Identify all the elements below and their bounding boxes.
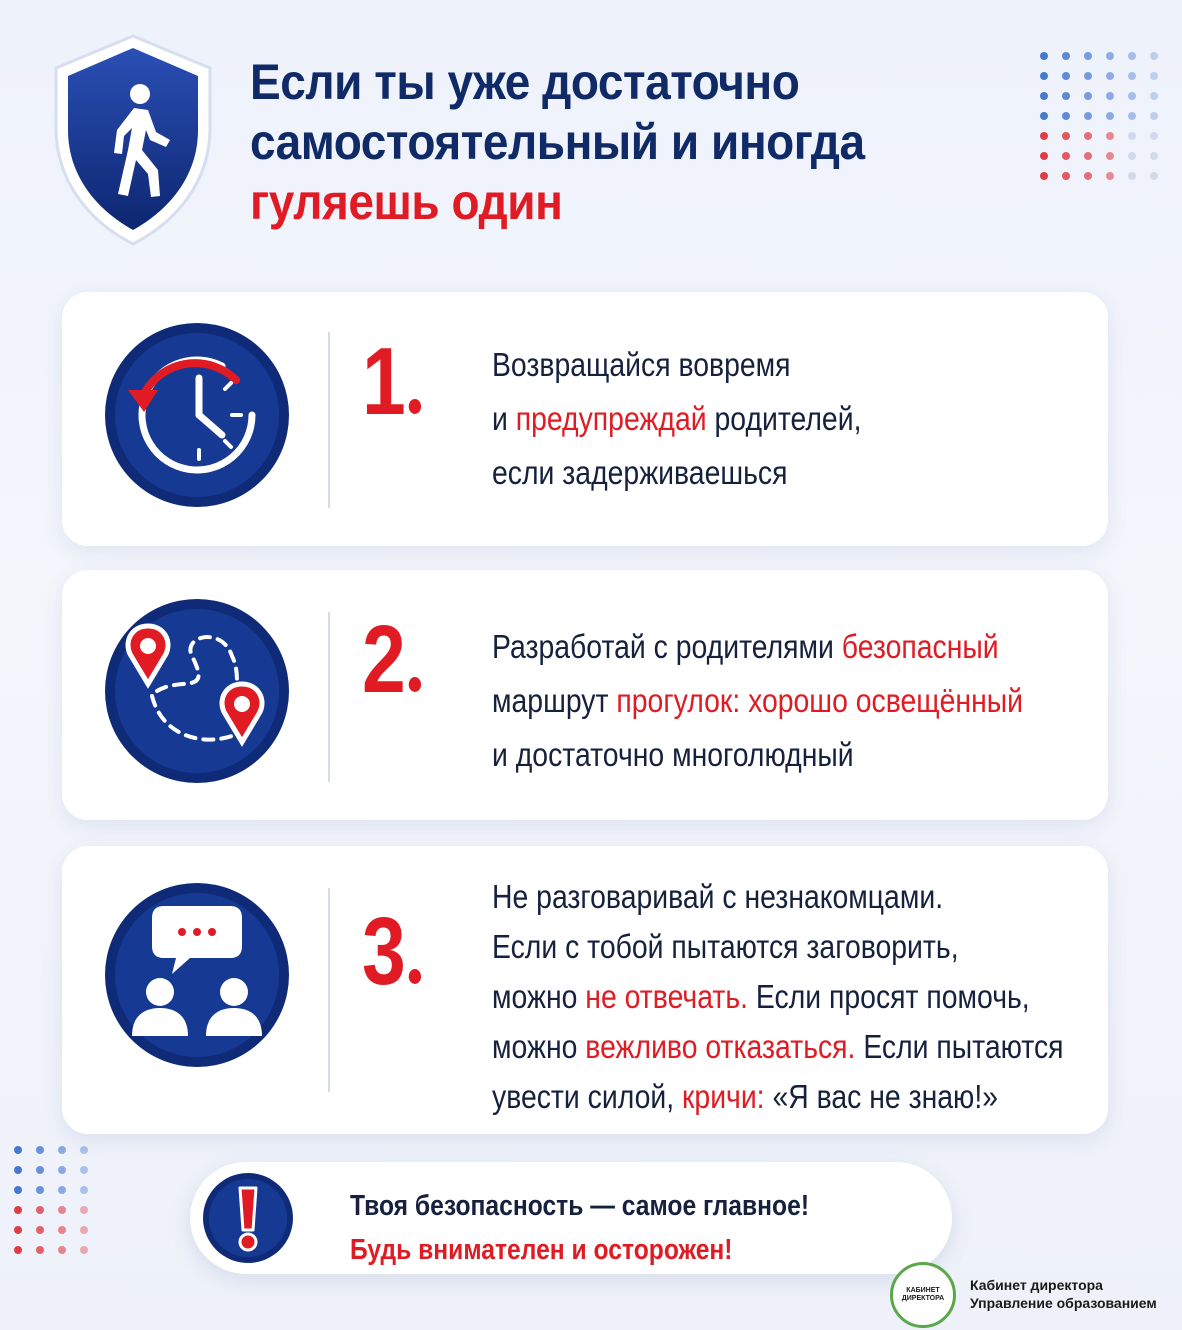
decor-dot [80,1226,88,1234]
decor-dot [1062,52,1070,60]
decor-dot [1150,112,1158,120]
decor-dot [14,1226,22,1234]
tip-line [492,1022,1064,1072]
step-number-3: 3 [362,904,421,1000]
decor-dot [1040,72,1048,80]
decor-dot [36,1226,44,1234]
decor-dot [1040,132,1048,140]
decor-dot [14,1246,22,1254]
decor-dot [14,1186,22,1194]
tip-text-3 [492,872,1064,1122]
tip-line [492,338,861,392]
step-number-1: 1 [362,334,421,430]
decor-dot [1062,92,1070,100]
tip-line [492,872,1064,922]
decor-dot [1150,92,1158,100]
divider [328,332,330,508]
decor-dot [1040,172,1048,180]
tip-line [492,620,1023,674]
footer-caption [970,1276,1157,1312]
decor-dot [1084,152,1092,160]
safety-banner [190,1162,952,1274]
decor-dot [1106,172,1114,180]
tip-line [492,728,1023,782]
exclamation-icon [202,1172,294,1264]
tip-text-segment: «Я вас не знаю!» [764,1078,999,1115]
banner-text [350,1184,809,1272]
decor-dot [1062,172,1070,180]
decor-dot [1128,112,1136,120]
tip-line [492,674,1023,728]
map-route-icon [102,596,292,786]
step-number-2: 2 [362,612,421,708]
decor-dot [1128,172,1136,180]
decor-dot [1040,52,1048,60]
decor-dot [58,1186,66,1194]
divider [328,612,330,782]
decor-dot [1040,112,1048,120]
decor-dot [1084,92,1092,100]
tip-text-segment: Возвращайся вовремя [492,346,791,383]
page-title [250,52,912,232]
tip-text-segment: и [492,400,516,437]
decor-dot [80,1186,88,1194]
tip-text-segment: Если просят помочь, [748,978,1030,1015]
decorative-dots-top-right [1040,52,1150,197]
tip-text-segment: родителей, [706,400,862,437]
decor-dot [1084,172,1092,180]
decor-dot [1106,132,1114,140]
tip-text-segment: увести силой, [492,1078,682,1115]
decor-dot [1084,132,1092,140]
decor-dot [58,1226,66,1234]
tip-card-2 [62,570,1108,820]
tip-text-segment: маршрут [492,682,609,719]
tip-line [492,922,1064,972]
decor-dot [1106,72,1114,80]
footer-line-1: Кабинет директора [970,1277,1103,1293]
decor-dot [1150,132,1158,140]
decor-dot [58,1206,66,1214]
tip-line [492,972,1064,1022]
tip-line [492,446,861,500]
decor-dot [1062,112,1070,120]
logo [890,1262,956,1328]
decor-dot [1150,172,1158,180]
decor-dot [36,1146,44,1154]
decor-dot [36,1246,44,1254]
decor-dot [1128,92,1136,100]
decor-dot [1150,72,1158,80]
decorative-dots-bottom-left [14,1146,104,1271]
decor-dot [36,1166,44,1174]
people-chat-icon [102,880,292,1070]
tip-card-3 [62,846,1108,1134]
decor-dot [1150,52,1158,60]
decor-dot [14,1146,22,1154]
decor-dot [1128,152,1136,160]
decor-dot [1062,132,1070,140]
decor-dot [1040,92,1048,100]
tip-text-2 [492,620,1023,782]
decor-dot [80,1206,88,1214]
tip-text-segment: можно [492,978,586,1015]
tip-text-segment: можно [492,1028,586,1065]
title-line-1: Если ты уже достаточно [250,54,800,110]
highlight-text: прогулок: хорошо освещённый [608,682,1023,719]
highlight-text: вежливо отказаться. [585,1028,856,1065]
highlight-text: предупреждай [515,400,707,437]
tip-line [492,1072,1064,1122]
tip-line [492,392,861,446]
tip-card-1 [62,292,1108,546]
footer-line-2: Управление образованием [970,1295,1157,1311]
decor-dot [1084,72,1092,80]
highlight-text: кричи: [681,1078,765,1115]
decor-dot [80,1166,88,1174]
decor-dot [1062,72,1070,80]
decor-dot [58,1166,66,1174]
shield-walking-person-icon [48,32,218,247]
decor-dot [1084,112,1092,120]
decor-dot [80,1146,88,1154]
tip-text-segment: Если пытаются [855,1028,1064,1065]
decor-dot [1106,52,1114,60]
decor-dot [1128,52,1136,60]
decor-dot [1084,52,1092,60]
highlight-text: не отвечать. [585,978,749,1015]
tip-text-segment: Не разговаривай с незнакомцами. [492,878,944,915]
decor-dot [1150,152,1158,160]
decor-dot [1040,152,1048,160]
decor-dot [14,1166,22,1174]
title-line-3: гуляешь один [250,174,563,230]
tip-text-segment: если задерживаешься [492,454,788,491]
banner-line-2: Будь внимателен и осторожен! [350,1234,733,1266]
decor-dot [1128,72,1136,80]
highlight-text: безопасный [841,628,999,665]
decor-dot [80,1246,88,1254]
tip-text-segment: Разработай с родителями [492,628,842,665]
decor-dot [36,1186,44,1194]
title-line-2: самостоятельный и иногда [250,114,865,170]
decor-dot [1106,92,1114,100]
decor-dot [58,1146,66,1154]
divider [328,888,330,1092]
decor-dot [1106,112,1114,120]
tip-text-segment: и достаточно многолюдный [492,736,854,773]
logo-text: КАБИНЕТ ДИРЕКТОРА [901,1287,945,1302]
decor-dot [1106,152,1114,160]
banner-line-1: Твоя безопасность — самое главное! [350,1190,810,1222]
decor-dot [58,1246,66,1254]
tip-text-1 [492,338,861,500]
decor-dot [1062,152,1070,160]
clock-return-icon [102,320,292,510]
tip-text-segment: Если с тобой пытаются заговорить, [492,928,959,965]
decor-dot [36,1206,44,1214]
decor-dot [14,1206,22,1214]
decor-dot [1128,132,1136,140]
